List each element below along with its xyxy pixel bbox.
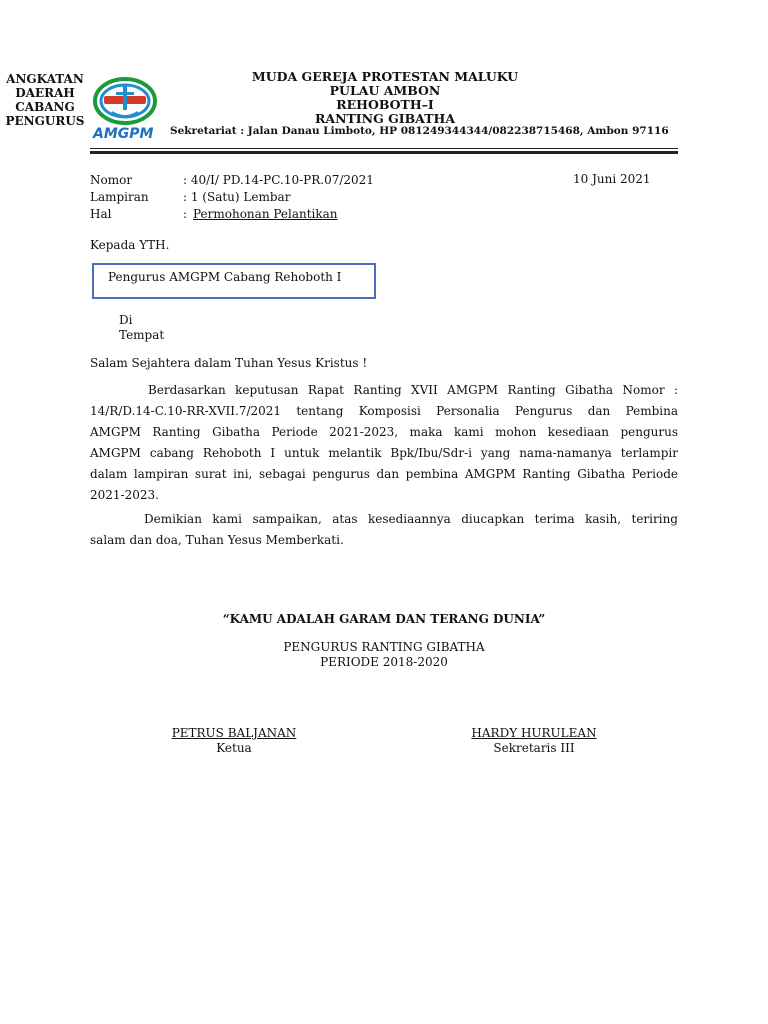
salutation: Kepada YTH. bbox=[90, 238, 170, 252]
letterhead-center-block bbox=[190, 70, 580, 126]
letter-date: 10 Juni 2021 bbox=[573, 172, 651, 186]
letterhead-title-line: RANTING GIBATHA bbox=[314, 111, 456, 126]
logo-text: AMGPM bbox=[93, 126, 154, 142]
letterhead-left-line: PENGURUS bbox=[5, 114, 85, 128]
hal-value: Permohonan Pelantikan bbox=[193, 207, 338, 221]
letterhead-address: Sekretariat : Jalan Danau Limboto, HP 081249344344/082238715468, Ambon 97116 bbox=[170, 125, 669, 137]
closing-org: PENGURUS RANTING GIBATHA bbox=[283, 640, 485, 654]
paragraph-line: Berdasarkan keputusan Rapat Ranting XVII AMGPM Ranting Gibatha Nomor : bbox=[148, 383, 678, 397]
lampiran-label: Lampiran bbox=[90, 190, 149, 204]
paragraph-line: salam dan doa, Tuhan Yesus Memberkati. bbox=[90, 533, 344, 547]
signer-name: PETRUS BALJANAN bbox=[171, 726, 297, 740]
paragraph-line: AMGPM Ranting Gibatha Periode 2021-2023, maka kami mohon kesediaan pengurus bbox=[90, 425, 678, 439]
letterhead-title-line: REHOBOTH–I bbox=[336, 97, 434, 112]
paragraph-line: 14/R/D.14-C.10-RR-XVII.7/2021 tentang Komposisi Personalia Pengurus dan Pembina bbox=[90, 404, 678, 418]
letterhead-title-line: MUDA GEREJA PROTESTAN MALUKU bbox=[251, 69, 519, 84]
greeting: Salam Sejahtera dalam Tuhan Yesus Kristus ! bbox=[90, 356, 368, 370]
motto: “KAMU ADALAH GARAM DAN TERANG DUNIA” bbox=[222, 612, 546, 626]
signer-role: Ketua bbox=[216, 741, 252, 755]
letterhead-title-line: PULAU AMBON bbox=[329, 83, 441, 98]
letterhead-left-line: CABANG bbox=[15, 100, 75, 114]
signer-role: Sekretaris III bbox=[493, 741, 575, 755]
letterhead-rule-thin bbox=[90, 148, 678, 149]
recipient-di: Di bbox=[119, 313, 133, 327]
closing-period: PERIODE 2018-2020 bbox=[320, 655, 448, 669]
recipient-tempat: Tempat bbox=[119, 328, 165, 342]
paragraph-2 bbox=[90, 509, 678, 551]
paragraph-line: Demikian kami sampaikan, atas kesediaannya diucapkan terima kasih, teriring bbox=[144, 512, 678, 526]
paragraph-1 bbox=[90, 380, 678, 506]
nomor-value: : 40/I/ PD.14-PC.10-PR.07/2021 bbox=[183, 173, 374, 187]
letterhead-left-line: ANGKATAN bbox=[6, 72, 84, 86]
signature-left bbox=[134, 726, 334, 756]
lampiran-value: : 1 (Satu) Lembar bbox=[183, 190, 291, 204]
letterhead-left-block bbox=[4, 72, 86, 128]
letterhead-left-line: DAERAH bbox=[15, 86, 75, 100]
paragraph-line: 2021-2023. bbox=[90, 488, 159, 502]
hal-label: Hal bbox=[90, 207, 112, 221]
hal-colon: : bbox=[183, 207, 188, 221]
paragraph-line: AMGPM cabang Rehoboth I untuk melantik Bpk/Ibu/Sdr-i yang nama-namanya terlampir bbox=[90, 446, 678, 460]
amgpm-logo bbox=[90, 76, 160, 146]
amgpm-logo-icon bbox=[90, 76, 160, 146]
nomor-label: Nomor bbox=[90, 173, 133, 187]
letterhead-rule-thick bbox=[90, 151, 678, 154]
signer-name: HARDY HURULEAN bbox=[471, 726, 597, 740]
signature-right bbox=[434, 726, 634, 756]
recipient-box bbox=[92, 263, 376, 299]
recipient-name: Pengurus AMGPM Cabang Rehoboth I bbox=[108, 270, 342, 284]
paragraph-line: dalam lampiran surat ini, sebagai pengurus dan pembina AMGPM Ranting Gibatha Periode bbox=[90, 467, 678, 481]
